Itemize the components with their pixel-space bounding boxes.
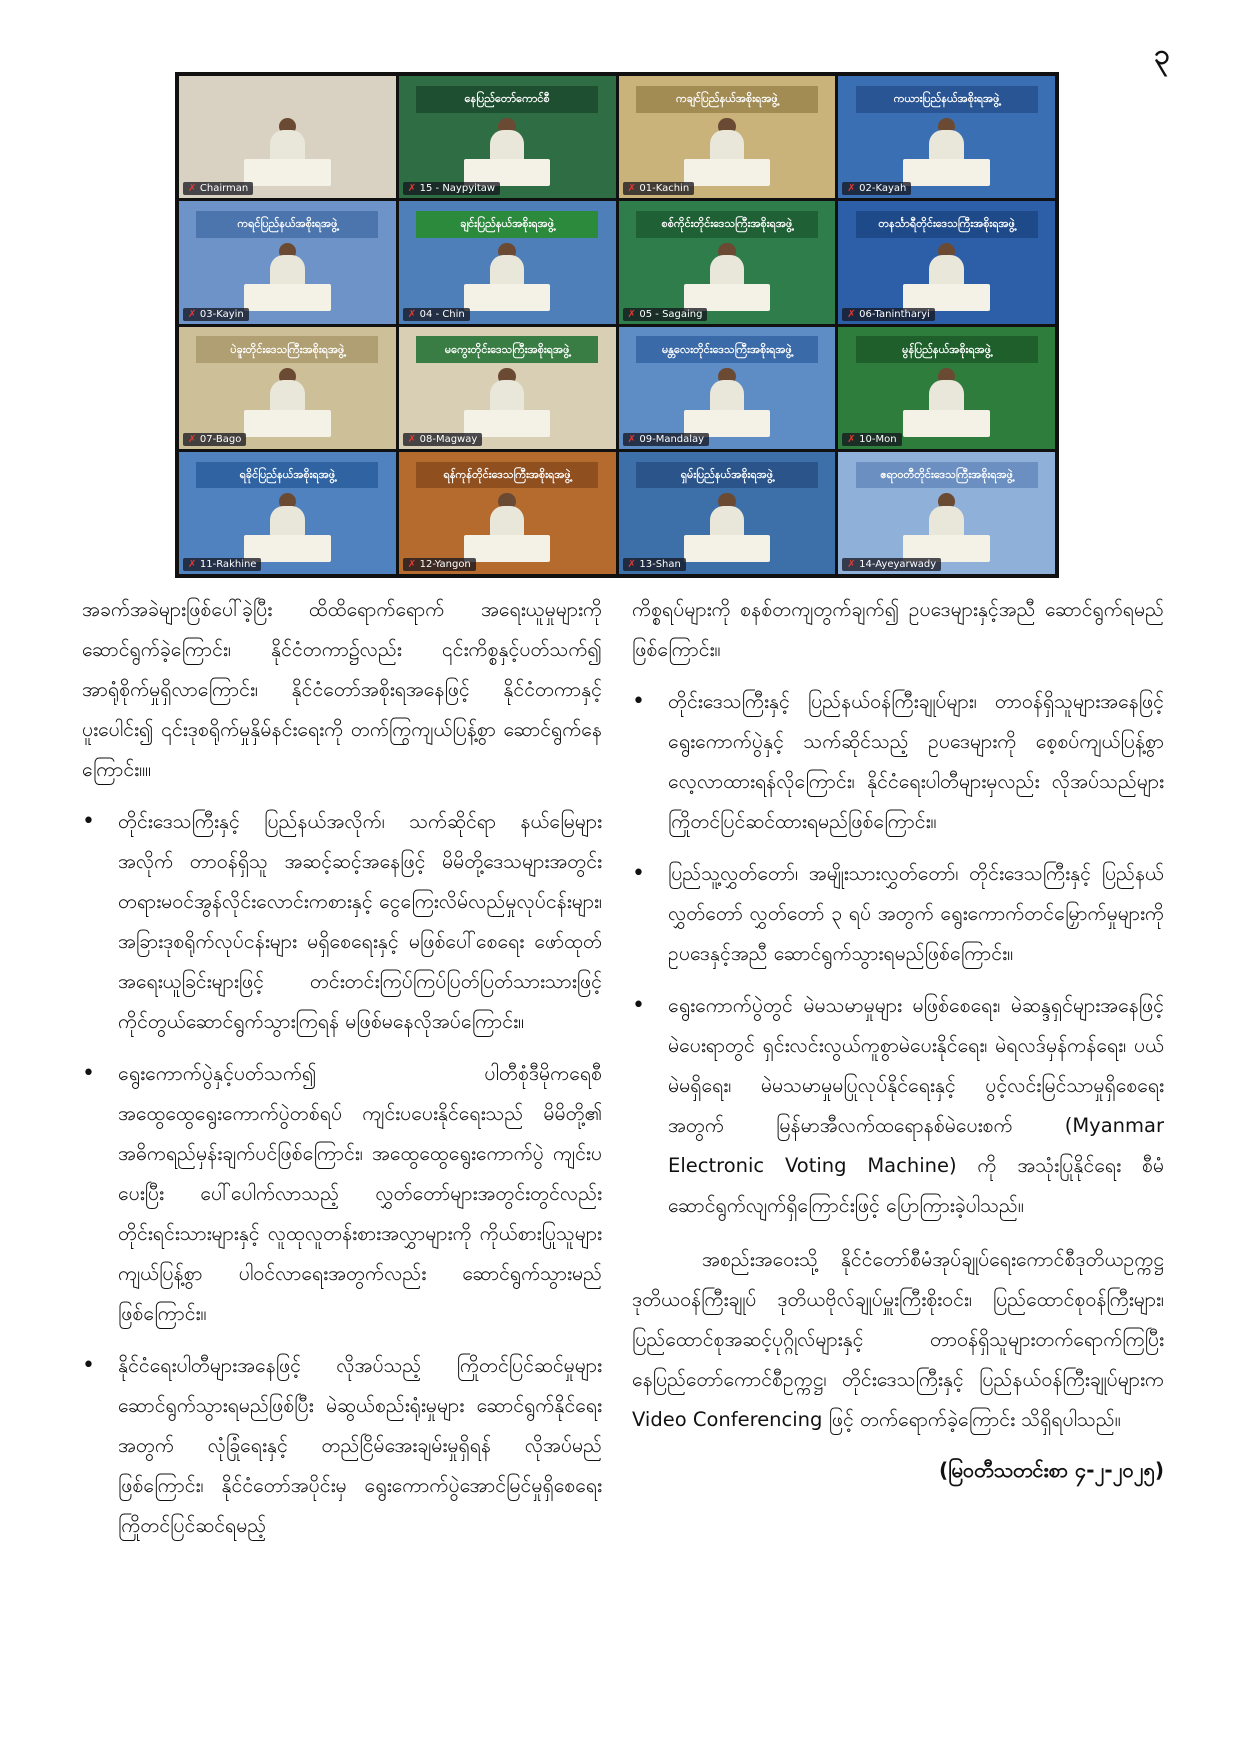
bullet-text: ရွေးကောက်ပွဲနှင့်ပတ်သက်၍ ပါတီစုံဒီမိုကရေစီအထွေထွေရွေးကောက်ပွဲတစ်ရပ် ကျင်းပပေးနိုင်ရေးသည် မိမိတို့၏ အဓိကရည်မှန်းချက်ပင်ဖြစ်ကြောင်း၊ အထွေထွေရွေးကောက်ပွဲ ကျင်းပပေးပြီး ပေါ်ပေါက်လာသည့် လွှတ်တော်များအတွင်းတွင်လည်း တိုင်းရင်းသားများနှင့် လူထုလူတန်းစားအလွှာများကို ကိုယ်စားပြုသူများ ကျယ်ပြန့်စွာ ပါဝင်လာရေးအတွက်လည်း ဆောင်ရွက်သွားမည်ဖြစ်ကြောင်း။ (118, 1062, 602, 1325)
tile-caption: ✗ 12-Yangon (403, 558, 476, 571)
tile-banner: ရှမ်းပြည်နယ်အစိုးရအဖွဲ့ (636, 462, 818, 489)
tile-caption: ✗ 08-Magway (403, 433, 483, 446)
tile-desk (903, 159, 990, 186)
conference-tile (619, 452, 836, 574)
conference-tile (399, 452, 616, 574)
tile-desk (244, 410, 331, 437)
tile-banner: ပဲခူးတိုင်းဒေသကြီးအစိုးရအဖွဲ့ (196, 336, 378, 363)
bullet-icon: • (82, 809, 95, 834)
bullet-icon: • (82, 1061, 95, 1086)
tile-caption: ✗ 10-Mon (842, 433, 901, 446)
list-item (632, 854, 1164, 974)
bullet-icon: • (632, 993, 645, 1018)
tile-caption: ✗ Chairman (183, 182, 253, 195)
tile-desk (244, 159, 331, 186)
left-intro-paragraph: အခက်အခဲများဖြစ်ပေါ်ခဲ့ပြီး ထိထိရောက်ရောက် အရေးယူမှုများကို ဆောင်ရွက်ခဲ့ကြောင်း၊ နိုင်ငံတကာ၌လည်း ၎င်းကိစ္စနှင့်ပတ်သက်၍ အာရုံစိုက်မှုရှိလာကြောင်း၊ နိုင်ငံတော်အစိုးရအနေဖြင့် နိုင်ငံတကာနှင့်ပူးပေါင်း၍ ၎င်းဒုစရိုက်မှုနှိမ်နင်းရေးကို တက်ကြွကျယ်ပြန့်စွာ ဆောင်ရွက်နေကြောင်း။။ (82, 598, 602, 781)
list-item (82, 1054, 602, 1334)
tile-caption: ✗ 03-Kayin (183, 308, 249, 321)
tile-desk (684, 159, 771, 186)
conference-tile (179, 201, 396, 323)
conference-tile (179, 76, 396, 198)
tile-banner: မန္တလေးတိုင်းဒေသကြီးအစိုးရအဖွဲ့ (636, 336, 818, 363)
tile-caption: ✗ 06-Tanintharyi (842, 308, 935, 321)
tile-banner: ရန်ကုန်တိုင်းဒေသကြီးအစိုးရအဖွဲ့ (416, 462, 598, 489)
tile-banner: ရခိုင်ပြည်နယ်အစိုးရအဖွဲ့ (196, 462, 378, 489)
conference-tile (179, 452, 396, 574)
closing-paragraph: အစည်းအဝေးသို့ နိုင်ငံတော်စီမံအုပ်ချုပ်ရေးကောင်စီဒုတိယဥက္ကဋ္ဌ ဒုတိယဝန်ကြီးချုပ် ဒုတိယဗိုလ်ချုပ်မှူးကြီးစိုးဝင်း၊ ပြည်ထောင်စုဝန်ကြီးများ၊ ပြည်ထောင်စုအဆင့်ပုဂ္ဂိုလ်များနှင့် တာဝန်ရှိသူများတက်ရောက်ကြပြီး နေပြည်တော်ကောင်စီဥက္ကဋ္ဌ၊ တိုင်းဒေသကြီးနှင့် ပြည်နယ်ဝန်ကြီးချုပ်များက Video Conferencing ဖြင့် တက်ရောက်ခဲ့ကြောင်း သိရှိရပါသည်။ (632, 1248, 1164, 1431)
left-bullet-list (82, 802, 602, 1546)
tile-banner: တနင်္သာရီတိုင်းဒေသကြီးအစိုးရအဖွဲ့ (856, 211, 1038, 238)
bullet-icon: • (632, 861, 645, 886)
tile-banner: စစ်ကိုင်းတိုင်းဒေသကြီးအစိုးရအဖွဲ့ (636, 211, 818, 238)
video-conference-photo (175, 72, 1059, 578)
list-item (632, 682, 1164, 842)
conference-tile (179, 327, 396, 449)
tile-caption: ✗ 05 - Sagaing (623, 308, 708, 321)
tile-desk (684, 535, 771, 562)
conference-tile (838, 76, 1055, 198)
right-column (632, 590, 1164, 1492)
conference-tile (838, 201, 1055, 323)
bullet-text: တိုင်းဒေသကြီးနှင့် ပြည်နယ်ဝန်ကြီးချုပ်များ၊ တာဝန်ရှိသူများအနေဖြင့် ရွေးကောက်ပွဲနှင့် သက်ဆိုင်သည့် ဥပဒေများကို စေ့စပ်ကျယ်ပြန့်စွာ လေ့လာထားရန်လိုကြောင်း၊ နိုင်ငံရေးပါတီများမှလည်း လိုအပ်သည်များ ကြိုတင်ပြင်ဆင်ထားရမည်ဖြစ်ကြောင်း။ (668, 690, 1164, 833)
bullet-text: နိုင်ငံရေးပါတီများအနေဖြင့် လိုအပ်သည့် ကြိုတင်ပြင်ဆင်မှုများဆောင်ရွက်သွားရမည်ဖြစ်ပြီး မဲဆွယ်စည်းရုံးမှုများ ဆောင်ရွက်နိုင်ရေးအတွက် လုံခြုံရေးနှင့် တည်ငြိမ်အေးချမ်းမှုရှိရန် လိုအပ်မည်ဖြစ်ကြောင်း၊ နိုင်ငံတော်အပိုင်းမှ ရွေးကောက်ပွဲအောင်မြင်မှုရှိစေရေး ကြိုတင်ပြင်ဆင်ရမည့် (118, 1354, 602, 1537)
tile-banner: ကရင်ပြည်နယ်အစိုးရအဖွဲ့ (196, 211, 378, 238)
tile-desk (903, 410, 990, 437)
tile-banner: ချင်းပြည်နယ်အစိုးရအဖွဲ့ (416, 211, 598, 238)
tile-desk (244, 284, 331, 311)
conference-tile (399, 76, 616, 198)
tile-caption: ✗ 01-Kachin (623, 182, 695, 195)
tile-caption: ✗ 15 - Naypyitaw (403, 182, 500, 195)
tile-desk (464, 535, 551, 562)
tile-caption: ✗ 14-Ayeyarwady (842, 558, 941, 571)
tile-banner: ကချင်ပြည်နယ်အစိုးရအဖွဲ့ (636, 86, 818, 113)
tile-banner: မကွေးတိုင်းဒေသကြီးအစိုးရအဖွဲ့ (416, 336, 598, 363)
tile-banner: ဧရာဝတီတိုင်းဒေသကြီးအစိုးရအဖွဲ့ (856, 462, 1038, 489)
tile-desk (464, 284, 551, 311)
tile-caption: ✗ 04 - Chin (403, 308, 470, 321)
tile-banner: မွန်ပြည်နယ်အစိုးရအဖွဲ့ (856, 336, 1038, 363)
tile-banner: နေပြည်တော်ကောင်စီ (416, 86, 598, 113)
news-source: (မြဝတီသတင်းစာ ၄-၂-၂၀၂၅) (938, 1458, 1164, 1482)
conference-tile (399, 327, 616, 449)
tile-caption: ✗ 09-Mandalay (623, 433, 710, 446)
bullet-text: ရွေးကောက်ပွဲတွင် မဲမသမာမှုများ မဖြစ်စေရေး၊ မဲဆန္ဒရှင်များအနေဖြင့် မဲပေးရာတွင် ရှင်းလင်းလွယ်ကူစွာမဲပေးနိုင်ရေး၊ မဲရလဒ်မှန်ကန်ရေး၊ ပယ်မဲမရှိရေး၊ မဲမသမာမှုမပြုလုပ်နိုင်ရေးနှင့် ပွင့်လင်းမြင်သာမှုရှိစေရေးအတွက် မြန်မာအီလက်ထရောနစ်မဲပေးစက် (Myanmar Electronic Voting Machine) ကို အသုံးပြုနိုင်ရေး စီမံဆောင်ရွက်လျက်ရှိကြောင်းဖြင့် ပြောကြားခဲ့ပါသည်။ (668, 994, 1164, 1217)
conference-tile (619, 201, 836, 323)
right-bullet-list (632, 682, 1164, 1226)
list-item (82, 1346, 602, 1546)
bullet-text: တိုင်းဒေသကြီးနှင့် ပြည်နယ်အလိုက်၊ သက်ဆိုင်ရာ နယ်မြေများအလိုက် တာဝန်ရှိသူ အဆင့်ဆင့်အနေဖြင့် မိမိတို့ဒေသများအတွင်း တရားမဝင်အွန်လိုင်းလောင်းကစားနှင့် ငွေကြေးလိမ်လည်မှုလုပ်ငန်းများ၊ အခြားဒုစရိုက်လုပ်ငန်းများ မရှိစေရေးနှင့် မဖြစ်ပေါ်စေရေး ဖော်ထုတ်အရေးယူခြင်းများဖြင့် တင်းတင်းကြပ်ကြပ်ပြတ်ပြတ်သားသားဖြင့် ကိုင်တွယ်ဆောင်ရွက်သွားကြရန် မဖြစ်မနေလိုအပ်ကြောင်း။ (118, 810, 602, 1033)
list-item (82, 802, 602, 1042)
tile-banner: ကယားပြည်နယ်အစိုးရအဖွဲ့ (856, 86, 1038, 113)
bullet-icon: • (82, 1353, 95, 1378)
tile-caption: ✗ 07-Bago (183, 433, 246, 446)
tile-caption: ✗ 13-Shan (623, 558, 686, 571)
right-intro-paragraph: ကိစ္စရပ်များကို စနစ်တကျတွက်ချက်၍ ဥပဒေများနှင့်အညီ ဆောင်ရွက်ရမည် ဖြစ်ကြောင်း။ (632, 598, 1164, 661)
left-column (82, 590, 602, 1546)
bullet-icon: • (632, 689, 645, 714)
conference-tile (838, 327, 1055, 449)
page-number: ၃ (1154, 38, 1170, 71)
conference-tile (619, 327, 836, 449)
conference-tile (399, 201, 616, 323)
conference-tile (838, 452, 1055, 574)
list-item (632, 986, 1164, 1226)
bullet-text: ပြည်သူ့လွှတ်တော်၊ အမျိုးသားလွှတ်တော်၊ တိုင်းဒေသကြီးနှင့် ပြည်နယ်လွှတ်တော် လွှတ်တော် ၃ ရပ် အတွက် ရွေးကောက်တင်မြှောက်မှုများကို ဥပဒေနှင့်အညီ ဆောင်ရွက်သွားရမည်ဖြစ်ကြောင်း။ (668, 862, 1164, 965)
tile-caption: ✗ 02-Kayah (842, 182, 911, 195)
tile-caption: ✗ 11-Rakhine (183, 558, 261, 571)
conference-tile (619, 76, 836, 198)
